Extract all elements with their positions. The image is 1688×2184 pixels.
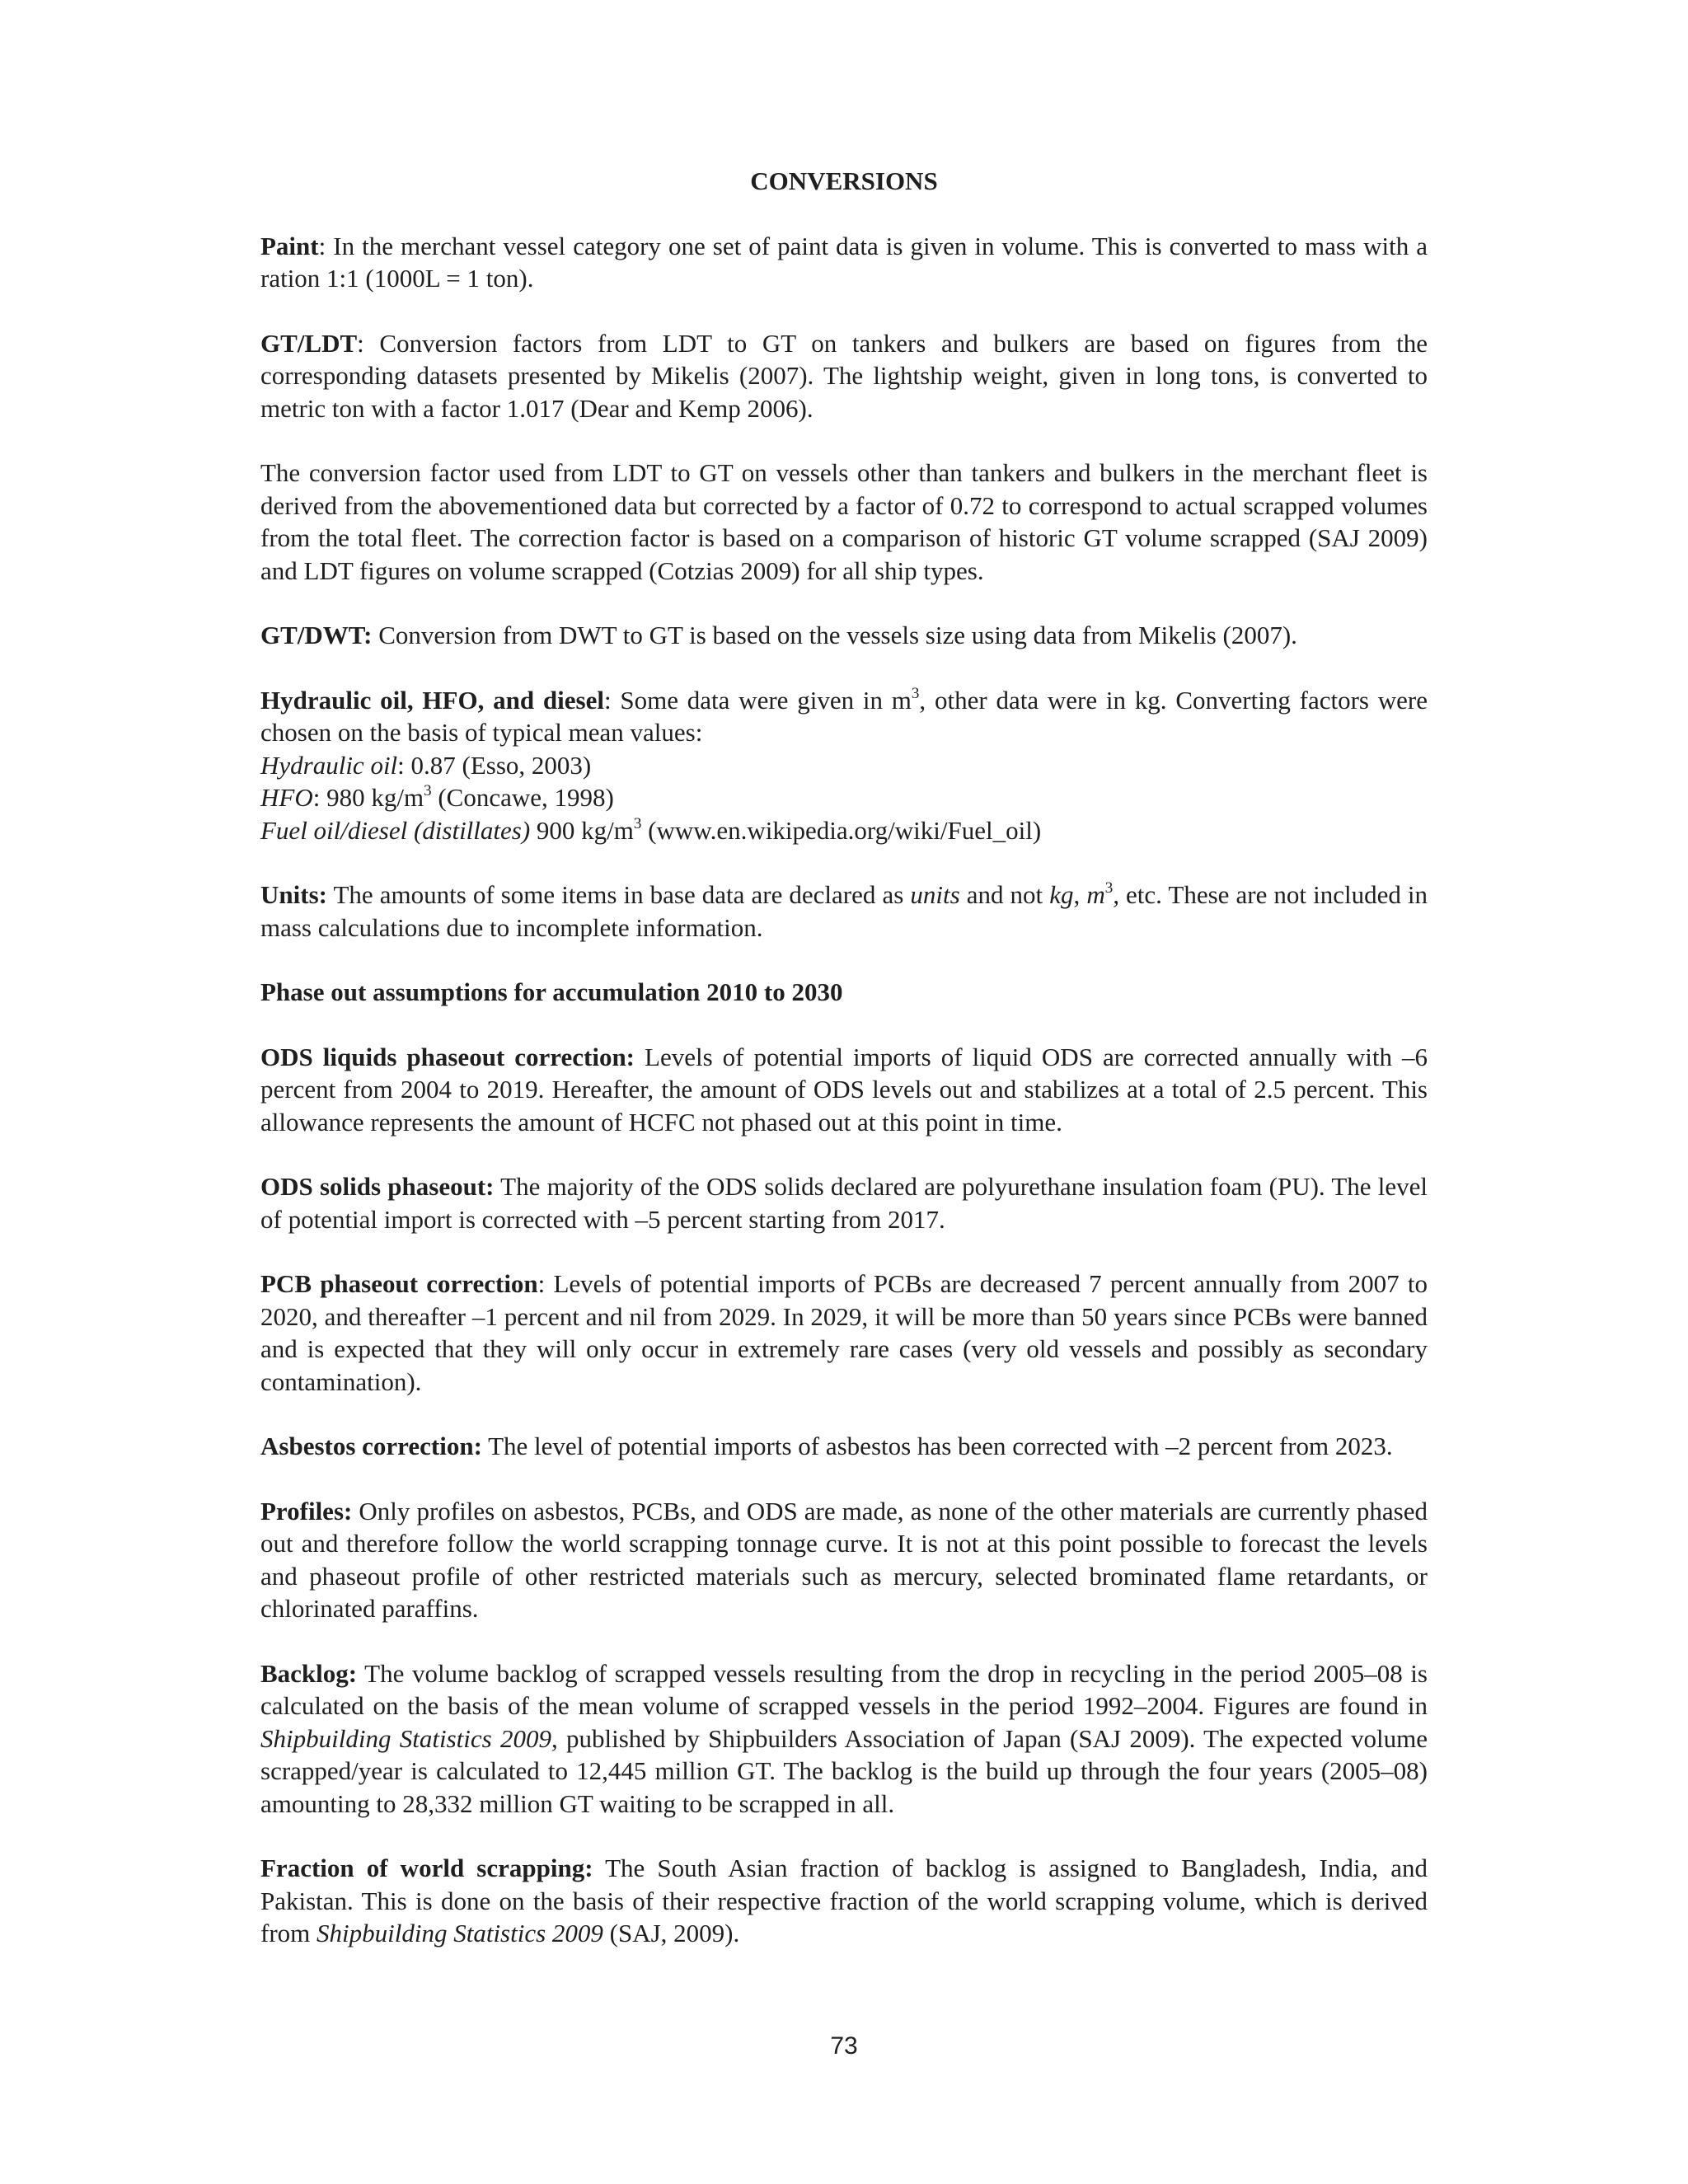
backlog-paragraph bbox=[260, 1657, 1428, 1821]
ods-solids-paragraph bbox=[260, 1170, 1428, 1235]
backlog-text-b: , published by Shipbuilders Association of Japan (SAJ 2009). The expected volume scrapped/year is calculated to 12,445 million GT. The backlog is the build up through the four years (2005–08) amounting to 28,332 million GT waiting to be scrapped in all. bbox=[260, 1723, 1428, 1818]
gt-ldt-text: : Conversion factors from LDT to GT on tankers and bulkers are based on figures from the corresponding datasets presented by Mikelis (2007). The lightship weight, given in long tons, is converted to metric ton with a factor 1.017 (Dear and Kemp 2006). bbox=[260, 328, 1428, 423]
units-word: units bbox=[910, 880, 960, 909]
phase-out-heading: Phase out assumptions for accumulation 2010 to 2030 bbox=[260, 977, 843, 1006]
asbestos-label: Asbestos correction: bbox=[260, 1432, 482, 1460]
units-text-d: etc. These are not included in mass calculations due to incomplete information. bbox=[260, 880, 1428, 942]
paint-text: : In the merchant vessel category one set of paint data is given in volume. This is converted to mass with a ration 1:1 (1000L = 1 ton). bbox=[260, 231, 1428, 293]
oils-sup: 3 bbox=[911, 684, 920, 702]
hfo-line bbox=[260, 781, 1428, 814]
asbestos-text: The level of potential imports of asbestos has been corrected with –2 percent from 2023. bbox=[481, 1432, 1393, 1460]
gt-dwt-paragraph bbox=[260, 619, 1428, 652]
ods-liquids-paragraph bbox=[260, 1041, 1428, 1139]
fuel-oil-label: Fuel oil/diesel (distillates) bbox=[260, 815, 531, 845]
asbestos-paragraph bbox=[260, 1430, 1428, 1463]
oils-paragraph bbox=[260, 684, 1428, 749]
m-sup: 3 bbox=[1104, 879, 1114, 897]
hfo-sup: 3 bbox=[424, 782, 432, 799]
fuel-oil-value-a: 900 kg/m bbox=[530, 815, 634, 845]
fraction-label: Fraction of world scrapping: bbox=[260, 1854, 593, 1882]
oils-text-a: : Some data were given in m bbox=[603, 685, 912, 715]
hfo-label: HFO bbox=[260, 783, 313, 812]
fraction-paragraph bbox=[260, 1852, 1428, 1950]
gt-ldt-label: GT/LDT bbox=[260, 328, 358, 358]
profiles-paragraph bbox=[260, 1495, 1428, 1625]
units-text-b: and not bbox=[959, 880, 1050, 909]
paint-label: Paint bbox=[260, 231, 319, 260]
conversion-factor-paragraph bbox=[260, 457, 1428, 587]
ods-liquids-text: Levels of potential imports of liquid ODS are corrected annually with –6 percent from 2004 to 2019. Hereafter, the amount of ODS levels out and stabilizes at a total of 2.5 percent. This allowance represents the amount of HCFC not phased out at this point in time. bbox=[260, 1042, 1428, 1137]
oils-label: Hydraulic oil, HFO, and diesel bbox=[260, 685, 604, 715]
page-number: 73 bbox=[830, 2032, 858, 2060]
units-paragraph bbox=[260, 879, 1428, 944]
ods-solids-label: ODS solids phaseout: bbox=[260, 1172, 495, 1201]
fraction-text-b: (SAJ, 2009). bbox=[603, 1919, 740, 1947]
hydraulic-oil-line bbox=[260, 749, 1428, 782]
document-page bbox=[260, 165, 1428, 1982]
fraction-text-a: The South Asian fraction of backlog is assigned to Bangladesh, India, and Pakistan. This is done on the basis of their respective fraction of the world scrapping volume, which is derived from bbox=[260, 1854, 1428, 1947]
gt-dwt-text: Conversion from DWT to GT is based on the vessels size using data from Mikelis (2007). bbox=[372, 621, 1297, 649]
kg-word: kg bbox=[1049, 880, 1074, 909]
backlog-text-a: The volume backlog of scrapped vessels resulting from the drop in recycling in the period 2005–08 is calculated on the basis of the mean volume of scrapped vessels in the period 1992–2004. Figures are found in bbox=[260, 1658, 1428, 1720]
m-word: m bbox=[1086, 880, 1105, 909]
units-label: Units: bbox=[260, 880, 327, 909]
backlog-label: Backlog: bbox=[260, 1658, 358, 1688]
profiles-label: Profiles: bbox=[260, 1496, 353, 1526]
pcb-text: : Levels of potential imports of PCBs are decreased 7 percent annually from 2007 to 2020, and thereafter –1 percent and nil from 2029. In 2029, it will be more than 50 years since PCBs were banned and is expected that they will only occur in extremely rare cases (very old vessels and possibly as secondary contamination). bbox=[260, 1269, 1428, 1396]
hfo-value-b: (Concawe, 1998) bbox=[431, 783, 614, 812]
profiles-text: Only profiles on asbestos, PCBs, and ODS are made, as none of the other materials are currently phased out and therefore follow the world scrapping tonnage curve. It is not at this point possible to forecast the levels and phaseout profile of other restricted materials such as mercury, selected brominated flame retardants, or chlorinated paraffins. bbox=[260, 1496, 1428, 1623]
m-comma: , bbox=[1113, 880, 1119, 909]
hydraulic-oil-value: : 0.87 (Esso, 2003) bbox=[397, 750, 592, 780]
fuel-oil-sup: 3 bbox=[633, 814, 642, 832]
units-text-c: , bbox=[1073, 880, 1087, 909]
page-title: CONVERSIONS bbox=[750, 166, 938, 195]
fuel-oil-line bbox=[260, 814, 1428, 847]
fuel-oil-value-b: (www.en.wikipedia.org/wiki/Fuel_oil) bbox=[641, 815, 1042, 845]
units-text-a: The amounts of some items in base data are declared as bbox=[326, 880, 911, 909]
paint-paragraph bbox=[260, 230, 1428, 295]
gt-ldt-paragraph bbox=[260, 327, 1428, 425]
ods-liquids-label: ODS liquids phaseout correction: bbox=[260, 1042, 635, 1071]
fraction-source: Shipbuilding Statistics 2009 bbox=[316, 1919, 603, 1947]
ods-solids-text: The majority of the ODS solids declared are polyurethane insulation foam (PU). The level of potential import is corrected with –5 percent starting from 2017. bbox=[260, 1172, 1428, 1234]
conversion-factor-text: The conversion factor used from LDT to GT on vessels other than tankers and bulkers in the merchant fleet is derived from the abovementioned data but corrected by a factor of 0.72 to correspond to actual scrapped volumes from the total fleet. The correction factor is based on a comparison of historic GT volume scrapped (SAJ 2009) and LDT figures on volume scrapped (Cotzias 2009) for all ship types. bbox=[260, 458, 1428, 585]
hydraulic-oil-label: Hydraulic oil bbox=[260, 750, 398, 780]
pcb-label: PCB phaseout correction bbox=[260, 1269, 538, 1298]
oils-text-b: , other data were in kg. Converting factors were chosen on the basis of typical mean values: bbox=[260, 685, 1428, 747]
hfo-value-a: : 980 kg/m bbox=[312, 783, 424, 812]
pcb-paragraph bbox=[260, 1268, 1428, 1398]
gt-dwt-label: GT/DWT: bbox=[260, 621, 373, 649]
backlog-source: Shipbuilding Statistics 2009 bbox=[260, 1723, 551, 1753]
